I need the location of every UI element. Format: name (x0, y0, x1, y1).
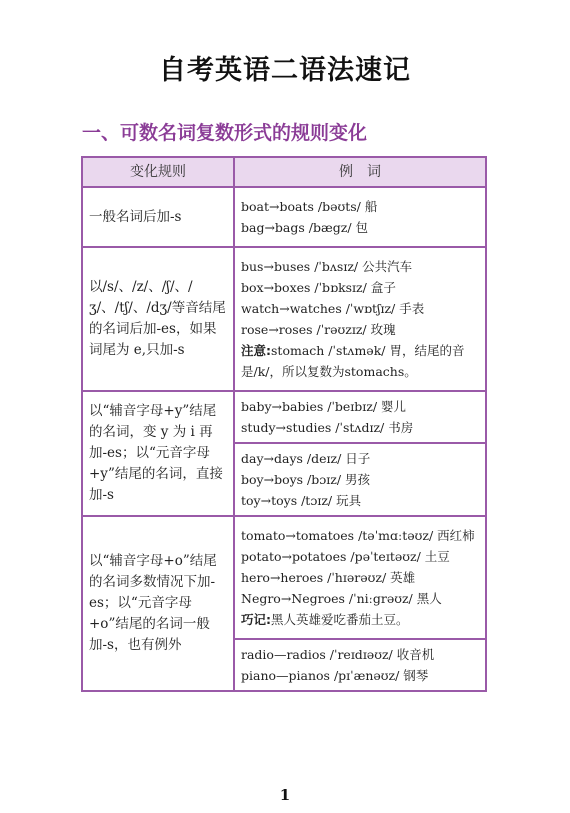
grammar-table (81, 156, 487, 692)
header-rule: 变化规则 (82, 157, 234, 187)
table-row (82, 391, 486, 443)
example-line: boy→boys /bɔɪz/ 男孩 (241, 472, 371, 487)
note-text: 黑人英雄爱吃番茄土豆。 (271, 612, 409, 627)
example-line: bus→buses /ˈbʌsɪz/ 公共汽车 (241, 259, 413, 274)
example-cell (234, 443, 486, 516)
table-row (82, 187, 486, 247)
header-examples: 例 词 (234, 157, 486, 187)
example-cell (234, 187, 486, 247)
example-line: piano—pianos /pɪˈænəʊz/ 钢琴 (241, 668, 429, 683)
example-line: box→boxes /ˈbɒksɪz/ 盒子 (241, 280, 396, 295)
example-line: Negro→Negroes /ˈniːgrəʊz/ 黑人 (241, 591, 442, 606)
table-row (82, 247, 486, 391)
table-header-row (82, 157, 486, 187)
example-line: boat→boats /bəʊts/ 船 (241, 199, 378, 214)
example-line: rose→roses /ˈrəʊzɪz/ 玫瑰 (241, 322, 396, 337)
page-number: 1 (279, 786, 291, 804)
example-line: tomato→tomatoes /təˈmɑːtəʊz/ 西红柿 (241, 528, 475, 543)
example-line: baby→babies /ˈbeɪbɪz/ 婴儿 (241, 399, 407, 414)
rule-cell: 以/s/、/z/、/ʃ/、/ʒ/、/tʃ/、/dʒ/等音结尾的名词后加-es，如果词尾为 e,只加-s (82, 247, 234, 391)
example-cell (234, 391, 486, 443)
example-line: day→days /deɪz/ 日子 (241, 451, 371, 466)
note-line (241, 340, 479, 382)
example-cell (234, 639, 486, 691)
note-label: 注意: (241, 343, 271, 358)
rule-cell: 以“辅音字母+y”结尾的名词，变 y 为 i 再加-es；以“元音字母+y”结尾的名词，直接加-s (82, 391, 234, 516)
example-line: bag→bags /bægz/ 包 (241, 220, 369, 235)
example-cell (234, 247, 486, 391)
table-row (82, 516, 486, 639)
example-line: potato→potatoes /pəˈteɪtəʊz/ 土豆 (241, 549, 450, 564)
rule-cell: 以“辅音字母+o”结尾的名词多数情况下加-es；以“元音字母+o”结尾的名词一般加-s，也有例外 (82, 516, 234, 691)
example-line: study→studies /ˈstʌdɪz/ 书房 (241, 420, 414, 435)
example-line: toy→toys /tɔɪz/ 玩具 (241, 493, 362, 508)
example-line: radio—radios /ˈreɪdɪəʊz/ 收音机 (241, 647, 435, 662)
rule-cell: 一般名词后加-s (82, 187, 234, 247)
example-line: watch→watches /ˈwɒtʃɪz/ 手表 (241, 301, 425, 316)
section-heading: 一、可数名词复数形式的规则变化 (82, 122, 368, 144)
note-text: stomach /ˈstʌmək/ 胃，结尾的音是/k/，所以复数为stomachs。 (241, 343, 465, 379)
note-label: 巧记: (241, 612, 271, 627)
example-line: hero→heroes /ˈhɪərəʊz/ 英雄 (241, 570, 416, 585)
page-title: 自考英语二语法速记 (159, 55, 411, 86)
example-cell (234, 516, 486, 639)
note-line (241, 609, 479, 630)
